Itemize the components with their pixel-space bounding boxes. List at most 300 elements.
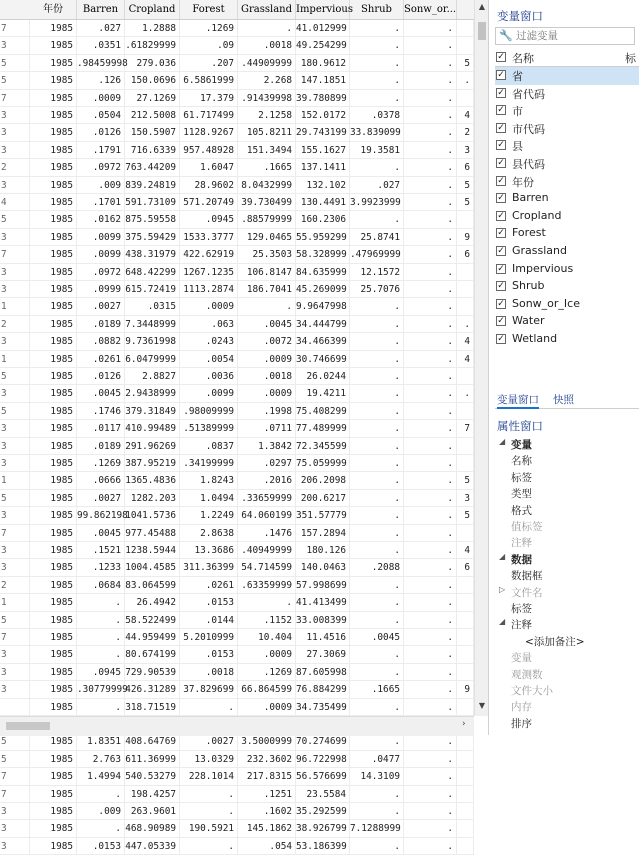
table-cell[interactable]: 1985: [30, 577, 77, 594]
variable-item[interactable]: [495, 296, 639, 314]
row-index[interactable]: 7: [0, 629, 30, 646]
table-cell[interactable]: .: [350, 385, 404, 402]
table-cell[interactable]: 1.6047: [180, 159, 238, 176]
table-cell[interactable]: 160.2306: [296, 211, 350, 228]
table-cell[interactable]: .0009: [238, 646, 296, 663]
table-cell[interactable]: 56.576699: [296, 768, 350, 785]
row-index[interactable]: 3: [0, 37, 30, 54]
table-cell[interactable]: 1.8243: [180, 472, 238, 489]
table-cell[interactable]: .: [404, 559, 457, 576]
column-header[interactable]: Cropland: [125, 0, 180, 19]
property-row[interactable]: [495, 649, 639, 665]
table-cell[interactable]: .0009: [238, 351, 296, 368]
row-index[interactable]: 3: [0, 646, 30, 663]
row-index[interactable]: 5: [0, 751, 30, 768]
table-cell[interactable]: .1269: [77, 455, 125, 472]
table-cell[interactable]: .: [404, 681, 457, 698]
table-cell[interactable]: .: [404, 229, 457, 246]
tab-variables-window[interactable]: 变量窗口: [497, 392, 539, 409]
table-cell[interactable]: [457, 298, 474, 315]
table-cell[interactable]: .0045: [77, 385, 125, 402]
table-cell[interactable]: .1269: [180, 20, 238, 37]
table-cell[interactable]: .: [404, 820, 457, 837]
row-index[interactable]: 3: [0, 333, 30, 350]
table-cell[interactable]: 279.036: [125, 55, 180, 72]
property-row[interactable]: [495, 518, 639, 534]
table-cell[interactable]: 228.1014: [180, 768, 238, 785]
table-cell[interactable]: 29.743199: [296, 124, 350, 141]
table-row[interactable]: [0, 385, 474, 402]
table-cell[interactable]: 186.7041: [238, 281, 296, 298]
column-header[interactable]: Grassland: [238, 0, 296, 19]
table-cell[interactable]: .47969999: [350, 246, 404, 263]
table-cell[interactable]: 34.444799: [296, 316, 350, 333]
table-cell[interactable]: 1985: [30, 786, 77, 803]
table-cell[interactable]: .0018: [238, 37, 296, 54]
table-cell[interactable]: .: [404, 264, 457, 281]
table-cell[interactable]: .0036: [180, 368, 238, 385]
table-cell[interactable]: .: [350, 594, 404, 611]
table-cell[interactable]: 49.254299: [296, 37, 350, 54]
table-cell[interactable]: 152.0172: [296, 107, 350, 124]
table-cell[interactable]: 75.408299: [296, 403, 350, 420]
table-cell[interactable]: 408.64769: [125, 733, 180, 750]
table-cell[interactable]: .: [404, 333, 457, 350]
table-cell[interactable]: 1113.2874: [180, 281, 238, 298]
table-cell[interactable]: .: [457, 385, 474, 402]
row-index[interactable]: 2: [0, 316, 30, 333]
table-cell[interactable]: .027: [350, 177, 404, 194]
row-index[interactable]: 3: [0, 681, 30, 698]
table-cell[interactable]: .: [350, 333, 404, 350]
row-index[interactable]: 3: [0, 507, 30, 524]
column-header[interactable]: 年份: [30, 0, 77, 19]
row-index[interactable]: 5: [0, 72, 30, 89]
table-cell[interactable]: .: [350, 438, 404, 455]
table-cell[interactable]: 70.274699: [296, 733, 350, 750]
table-cell[interactable]: 3: [457, 142, 474, 159]
table-cell[interactable]: .51389999: [180, 420, 238, 437]
table-cell[interactable]: 232.3602: [238, 751, 296, 768]
table-cell[interactable]: .: [404, 612, 457, 629]
table-cell[interactable]: 77.489999: [296, 420, 350, 437]
table-cell[interactable]: 28.9602: [180, 177, 238, 194]
table-cell[interactable]: .98459998: [77, 55, 125, 72]
table-row[interactable]: [0, 803, 474, 820]
table-cell[interactable]: .: [404, 211, 457, 228]
wrench-icon[interactable]: 🔧: [499, 29, 513, 42]
row-index[interactable]: 7: [0, 90, 30, 107]
row-index[interactable]: 3: [0, 803, 30, 820]
table-cell[interactable]: .1233: [77, 559, 125, 576]
table-cell[interactable]: .0297: [238, 455, 296, 472]
table-cell[interactable]: 1985: [30, 751, 77, 768]
variable-checkbox[interactable]: ✓: [497, 316, 505, 327]
table-cell[interactable]: .0351: [77, 37, 125, 54]
table-cell[interactable]: .0018: [238, 368, 296, 385]
table-cell[interactable]: .009: [77, 177, 125, 194]
column-header[interactable]: Forest: [180, 0, 238, 19]
table-cell[interactable]: .: [404, 768, 457, 785]
table-cell[interactable]: 1985: [30, 281, 77, 298]
row-index[interactable]: 3: [0, 385, 30, 402]
table-cell[interactable]: 729.90539: [125, 664, 180, 681]
table-cell[interactable]: 14.3109: [350, 768, 404, 785]
table-cell[interactable]: .: [404, 733, 457, 750]
table-cell[interactable]: 75.059999: [296, 455, 350, 472]
property-row[interactable]: [495, 600, 639, 616]
row-index[interactable]: 5: [0, 403, 30, 420]
table-cell[interactable]: 611.36999: [125, 751, 180, 768]
table-cell[interactable]: .: [238, 298, 296, 315]
table-cell[interactable]: .1521: [77, 542, 125, 559]
table-cell[interactable]: [457, 803, 474, 820]
table-row[interactable]: [0, 142, 474, 159]
variable-checkbox[interactable]: ✓: [497, 210, 505, 221]
table-cell[interactable]: .: [404, 20, 457, 37]
table-cell[interactable]: 39.730499: [238, 194, 296, 211]
table-cell[interactable]: .0378: [350, 107, 404, 124]
table-cell[interactable]: .: [77, 594, 125, 611]
table-cell[interactable]: 351.57779: [296, 507, 350, 524]
table-cell[interactable]: [457, 37, 474, 54]
variable-item[interactable]: [495, 243, 639, 261]
variable-checkbox[interactable]: ✓: [497, 105, 505, 116]
table-cell[interactable]: .: [350, 525, 404, 542]
table-cell[interactable]: .0099: [77, 229, 125, 246]
variable-checkbox[interactable]: ✓: [497, 246, 505, 256]
variable-item[interactable]: [495, 208, 639, 226]
table-cell[interactable]: .: [350, 612, 404, 629]
table-cell[interactable]: 716.6339: [125, 142, 180, 159]
variable-checkbox[interactable]: ✓: [497, 298, 505, 309]
table-cell[interactable]: .: [180, 838, 238, 855]
property-row[interactable]: [495, 698, 639, 714]
table-cell[interactable]: [457, 594, 474, 611]
table-cell[interactable]: .0945: [180, 211, 238, 228]
table-cell[interactable]: .0684: [77, 577, 125, 594]
table-cell[interactable]: 19.4211: [296, 385, 350, 402]
row-index[interactable]: 3: [0, 664, 30, 681]
property-row[interactable]: [495, 567, 639, 583]
variable-item[interactable]: [495, 85, 639, 103]
table-cell[interactable]: [457, 525, 474, 542]
table-cell[interactable]: .: [404, 699, 457, 716]
table-cell[interactable]: 3.9923999: [350, 194, 404, 211]
table-cell[interactable]: 763.44209: [125, 159, 180, 176]
table-cell[interactable]: .: [350, 472, 404, 489]
variable-checkbox[interactable]: ✓: [497, 175, 505, 186]
table-row[interactable]: [0, 298, 474, 315]
table-cell[interactable]: 1985: [30, 333, 77, 350]
table-row[interactable]: [0, 229, 474, 246]
table-cell[interactable]: 37.829699: [180, 681, 238, 698]
table-cell[interactable]: 106.8147: [238, 264, 296, 281]
table-cell[interactable]: .: [77, 786, 125, 803]
table-cell[interactable]: .0027: [180, 733, 238, 750]
variable-item[interactable]: [495, 155, 639, 173]
table-cell[interactable]: .0144: [180, 612, 238, 629]
table-cell[interactable]: .2088: [350, 559, 404, 576]
table-cell[interactable]: .30779999: [77, 681, 125, 698]
table-cell[interactable]: 375.59429: [125, 229, 180, 246]
table-cell[interactable]: .: [404, 142, 457, 159]
table-cell[interactable]: 66.864599: [238, 681, 296, 698]
table-cell[interactable]: 1985: [30, 351, 77, 368]
table-cell[interactable]: [457, 20, 474, 37]
table-cell[interactable]: 17.379: [180, 90, 238, 107]
table-cell[interactable]: 7.3448999: [125, 316, 180, 333]
table-cell[interactable]: 6: [457, 246, 474, 263]
table-cell[interactable]: .0882: [77, 333, 125, 350]
table-cell[interactable]: .0153: [77, 838, 125, 855]
table-row[interactable]: [0, 333, 474, 350]
table-cell[interactable]: 2: [457, 124, 474, 141]
table-row[interactable]: [0, 20, 474, 37]
table-cell[interactable]: 30.746699: [296, 351, 350, 368]
table-row[interactable]: [0, 472, 474, 489]
table-cell[interactable]: .: [404, 664, 457, 681]
table-cell[interactable]: 1985: [30, 768, 77, 785]
table-cell[interactable]: 1985: [30, 699, 77, 716]
collapse-triangle-icon[interactable]: ◢: [499, 617, 506, 627]
table-cell[interactable]: [457, 403, 474, 420]
scroll-up-icon[interactable]: ▲: [478, 2, 486, 11]
table-row[interactable]: [0, 594, 474, 611]
select-all-checkbox[interactable]: ✓: [497, 52, 505, 62]
table-cell[interactable]: 1041.5736: [125, 507, 180, 524]
variable-checkbox[interactable]: ✓: [497, 281, 505, 292]
table-cell[interactable]: 2.8638: [180, 525, 238, 542]
variable-checkbox[interactable]: ✓: [497, 122, 505, 133]
table-cell[interactable]: [457, 629, 474, 646]
row-index[interactable]: 3: [0, 107, 30, 124]
table-row[interactable]: [0, 368, 474, 385]
table-cell[interactable]: .1476: [238, 525, 296, 542]
table-cell[interactable]: .: [77, 612, 125, 629]
table-cell[interactable]: [457, 281, 474, 298]
table-cell[interactable]: .0972: [77, 264, 125, 281]
table-cell[interactable]: .027: [77, 20, 125, 37]
table-row[interactable]: [0, 490, 474, 507]
table-cell[interactable]: .0972: [77, 159, 125, 176]
table-cell[interactable]: .0045: [77, 525, 125, 542]
table-cell[interactable]: .: [350, 37, 404, 54]
table-cell[interactable]: .: [404, 490, 457, 507]
table-cell[interactable]: .: [404, 177, 457, 194]
table-cell[interactable]: [457, 211, 474, 228]
table-cell[interactable]: .: [350, 20, 404, 37]
table-cell[interactable]: .09: [180, 37, 238, 54]
table-cell[interactable]: 1985: [30, 194, 77, 211]
table-cell[interactable]: 1985: [30, 368, 77, 385]
table-row[interactable]: [0, 751, 474, 768]
table-cell[interactable]: 5: [457, 177, 474, 194]
variable-item[interactable]: [495, 278, 639, 296]
variable-checkbox[interactable]: ✓: [497, 263, 505, 274]
column-header[interactable]: Impervious: [296, 0, 350, 19]
table-cell[interactable]: 6.0479999: [125, 351, 180, 368]
table-cell[interactable]: .: [404, 298, 457, 315]
table-cell[interactable]: 648.42299: [125, 264, 180, 281]
table-cell[interactable]: 468.90989: [125, 820, 180, 837]
table-row[interactable]: [0, 420, 474, 437]
table-cell[interactable]: 87.605998: [296, 664, 350, 681]
collapse-triangle-icon[interactable]: ◢: [499, 551, 506, 561]
table-cell[interactable]: 1985: [30, 246, 77, 263]
table-cell[interactable]: .: [350, 90, 404, 107]
table-cell[interactable]: 3: [457, 490, 474, 507]
table-cell[interactable]: 5.2010999: [180, 629, 238, 646]
table-row[interactable]: [0, 838, 474, 855]
table-cell[interactable]: 410.99489: [125, 420, 180, 437]
table-cell[interactable]: 54.714599: [238, 559, 296, 576]
table-cell[interactable]: .0099: [180, 385, 238, 402]
table-cell[interactable]: .: [457, 72, 474, 89]
table-row[interactable]: [0, 55, 474, 72]
table-cell[interactable]: 1365.4836: [125, 472, 180, 489]
table-row[interactable]: [0, 316, 474, 333]
table-cell[interactable]: .: [350, 420, 404, 437]
table-cell[interactable]: 206.2098: [296, 472, 350, 489]
table-cell[interactable]: .: [350, 316, 404, 333]
row-index[interactable]: 3: [0, 559, 30, 576]
table-cell[interactable]: .0027: [77, 298, 125, 315]
table-cell[interactable]: 1985: [30, 37, 77, 54]
table-cell[interactable]: [457, 264, 474, 281]
table-cell[interactable]: 132.102: [296, 177, 350, 194]
table-cell[interactable]: 615.72419: [125, 281, 180, 298]
hscroll-thumb[interactable]: [6, 722, 50, 730]
table-cell[interactable]: .: [404, 90, 457, 107]
table-cell[interactable]: 571.20749: [180, 194, 238, 211]
table-cell[interactable]: .0504: [77, 107, 125, 124]
row-index[interactable]: 3: [0, 455, 30, 472]
table-cell[interactable]: 1533.3777: [180, 229, 238, 246]
table-cell[interactable]: 1985: [30, 264, 77, 281]
table-cell[interactable]: .2016: [238, 472, 296, 489]
row-index[interactable]: 5: [0, 211, 30, 228]
table-cell[interactable]: .: [77, 629, 125, 646]
table-cell[interactable]: 84.635999: [296, 264, 350, 281]
table-cell[interactable]: 1.4994: [77, 768, 125, 785]
table-cell[interactable]: .0162: [77, 211, 125, 228]
table-cell[interactable]: 1985: [30, 525, 77, 542]
table-cell[interactable]: .0099: [77, 246, 125, 263]
variable-item[interactable]: [495, 225, 639, 243]
table-cell[interactable]: 1238.5944: [125, 542, 180, 559]
table-cell[interactable]: 140.0463: [296, 559, 350, 576]
table-cell[interactable]: .0009: [238, 385, 296, 402]
row-index[interactable]: 1: [0, 594, 30, 611]
property-row[interactable]: [495, 534, 639, 550]
table-cell[interactable]: .054: [238, 838, 296, 855]
filter-variables-input[interactable]: [516, 29, 631, 43]
table-cell[interactable]: .0009: [77, 90, 125, 107]
grid-body[interactable]: [0, 20, 474, 852]
row-index[interactable]: 3: [0, 124, 30, 141]
property-row[interactable]: [495, 469, 639, 485]
expand-triangle-icon[interactable]: ▷: [499, 584, 506, 594]
table-cell[interactable]: .1152: [238, 612, 296, 629]
table-cell[interactable]: 27.3069: [296, 646, 350, 663]
table-cell[interactable]: .: [350, 838, 404, 855]
property-row[interactable]: [495, 551, 639, 567]
table-cell[interactable]: 27.1269: [125, 90, 180, 107]
table-cell[interactable]: .: [404, 385, 457, 402]
table-cell[interactable]: 99.862198: [77, 507, 125, 524]
table-cell[interactable]: 1985: [30, 733, 77, 750]
table-cell[interactable]: .207: [180, 55, 238, 72]
table-cell[interactable]: 57.998699: [296, 577, 350, 594]
table-row[interactable]: [0, 768, 474, 785]
table-cell[interactable]: .61829999: [125, 37, 180, 54]
property-row[interactable]: [495, 584, 639, 600]
table-cell[interactable]: 13.3686: [180, 542, 238, 559]
table-cell[interactable]: 1985: [30, 72, 77, 89]
table-cell[interactable]: .0261: [77, 351, 125, 368]
table-cell[interactable]: .: [404, 542, 457, 559]
row-index[interactable]: 5: [0, 733, 30, 750]
table-cell[interactable]: .40949999: [238, 542, 296, 559]
table-cell[interactable]: 7.1288999: [350, 820, 404, 837]
table-cell[interactable]: [457, 751, 474, 768]
row-index[interactable]: 1: [0, 298, 30, 315]
table-cell[interactable]: .: [404, 403, 457, 420]
row-index[interactable]: 5: [0, 55, 30, 72]
property-row[interactable]: [495, 452, 639, 468]
row-index[interactable]: 1: [0, 351, 30, 368]
variable-checkbox[interactable]: ✓: [497, 193, 505, 204]
table-cell[interactable]: 1985: [30, 316, 77, 333]
row-index[interactable]: 7: [0, 786, 30, 803]
column-header[interactable]: Sonw_or...: [404, 0, 457, 19]
table-cell[interactable]: .0072: [238, 333, 296, 350]
variable-checkbox[interactable]: ✓: [497, 228, 505, 239]
table-cell[interactable]: 180.9612: [296, 55, 350, 72]
table-cell[interactable]: [457, 612, 474, 629]
table-cell[interactable]: .: [404, 107, 457, 124]
row-index[interactable]: 3: [0, 820, 30, 837]
table-cell[interactable]: .: [404, 803, 457, 820]
variable-item[interactable]: [495, 102, 639, 120]
table-cell[interactable]: 957.48928: [180, 142, 238, 159]
table-cell[interactable]: 4: [457, 107, 474, 124]
table-cell[interactable]: .: [350, 455, 404, 472]
table-cell[interactable]: .98009999: [180, 403, 238, 420]
table-cell[interactable]: 26.0244: [296, 368, 350, 385]
variable-checkbox[interactable]: ✓: [497, 140, 505, 151]
table-cell[interactable]: 1282.203: [125, 490, 180, 507]
table-cell[interactable]: 311.36399: [180, 559, 238, 576]
table-cell[interactable]: .: [350, 55, 404, 72]
table-cell[interactable]: .: [350, 368, 404, 385]
table-cell[interactable]: 2.9438999: [125, 385, 180, 402]
table-cell[interactable]: .: [404, 629, 457, 646]
table-cell[interactable]: 25.8741: [350, 229, 404, 246]
table-cell[interactable]: .0045: [350, 629, 404, 646]
table-row[interactable]: [0, 681, 474, 698]
row-index[interactable]: 7: [0, 20, 30, 37]
table-row[interactable]: [0, 107, 474, 124]
table-cell[interactable]: .: [350, 507, 404, 524]
table-cell[interactable]: 447.05339: [125, 838, 180, 855]
table-cell[interactable]: .: [404, 194, 457, 211]
table-row[interactable]: [0, 281, 474, 298]
collapse-triangle-icon[interactable]: ◢: [499, 437, 506, 446]
table-row[interactable]: [0, 577, 474, 594]
table-cell[interactable]: 76.884299: [296, 681, 350, 698]
